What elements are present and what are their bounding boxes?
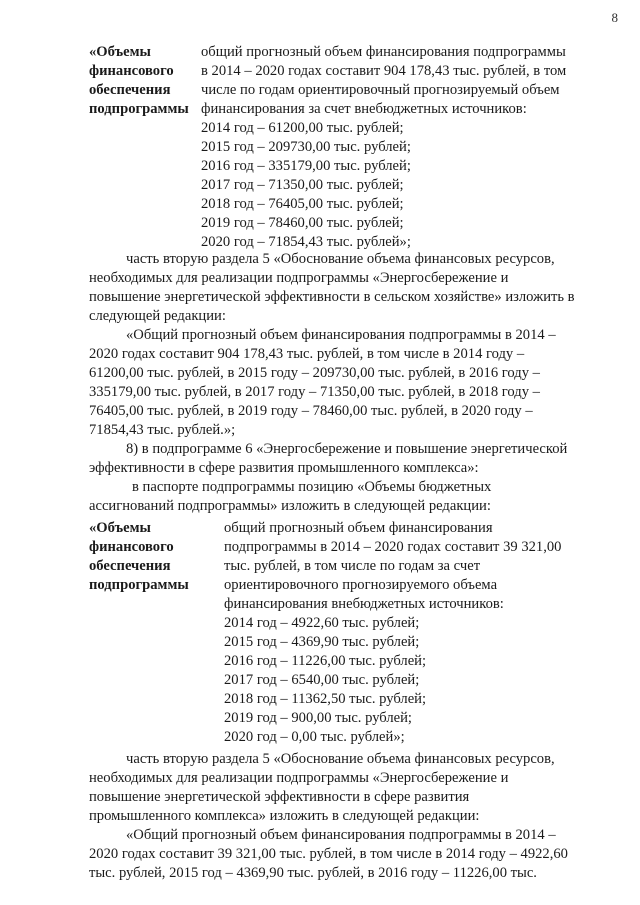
year-line: 2017 год – 6540,00 тыс. рублей; [224,672,420,688]
text-line: необходимых для реализации подпрограммы «Энергосбережение и [89,270,509,286]
label-line: «Объемы [89,520,151,536]
text-line: 335179,00 тыс. рублей, в 2017 году – 71350,00 тыс. рублей, в 2018 году – [89,384,540,400]
year-line: 2019 год – 900,00 тыс. рублей; [224,710,412,726]
year-line: 2019 год – 78460,00 тыс. рублей; [201,215,404,231]
text-line: 2020 годах составит 39 321,00 тыс. рублей, в том числе в 2014 году – 4922,60 [89,846,568,862]
text-line: 76405,00 тыс. рублей, в 2019 году – 78460,00 тыс. рублей, в 2020 году – [89,403,533,419]
text-line: часть вторую раздела 5 «Обоснование объема финансовых ресурсов, [126,251,555,267]
text-line: следующей редакции: [89,308,226,324]
year-line: 2015 год – 209730,00 тыс. рублей; [201,139,411,155]
year-line: 2018 год – 76405,00 тыс. рублей; [201,196,404,212]
text-line: необходимых для реализации подпрограммы «Энергосбережение и [89,770,509,786]
year-line: 2016 год – 11226,00 тыс. рублей; [224,653,427,669]
text-line: финансирования за счет внебюджетных источников: [201,101,527,117]
text-line: 61200,00 тыс. рублей, в 2015 году – 209730,00 тыс. рублей, в 2016 году – [89,365,540,381]
text-line: 71854,43 тыс. рублей.»; [89,422,236,438]
label-line: финансового [89,63,174,79]
year-line: 2014 год – 4922,60 тыс. рублей; [224,615,420,631]
text-line: «Общий прогнозный объем финансирования подпрограммы в 2014 – [126,327,556,343]
text-line: ассигнований подпрограммы» изложить в следующей редакции: [89,498,491,514]
text-line: общий прогнозный объем финансирования подпрограммы [201,44,566,60]
text-line: ориентировочного прогнозируемого объема [224,577,498,593]
text-line: общий прогнозный объем финансирования [224,520,493,536]
text-line: 2020 годах составит 904 178,43 тыс. рублей, в том числе в 2014 году – [89,346,525,362]
text-line: «Общий прогнозный объем финансирования подпрограммы в 2014 – [126,827,556,843]
text-line: числе по годам ориентировочный прогнозируемый объем [201,82,560,98]
year-line: 2015 год – 4369,90 тыс. рублей; [224,634,420,650]
label-line: подпрограммы [89,577,189,593]
text-line: финансирования внебюджетных источников: [224,596,504,612]
year-line: 2020 год – 0,00 тыс. рублей»; [224,729,405,745]
year-line: 2014 год – 61200,00 тыс. рублей; [201,120,404,136]
text-line: часть вторую раздела 5 «Обоснование объема финансовых ресурсов, [126,751,555,767]
text-line: 8) в подпрограмме 6 «Энергосбережение и повышение энергетической [126,441,568,457]
label-line: «Объемы [89,44,151,60]
label-line: обеспечения [89,82,171,98]
year-line: 2017 год – 71350,00 тыс. рублей; [201,177,404,193]
label-line: обеспечения [89,558,171,574]
year-line: 2018 год – 11362,50 тыс. рублей; [224,691,427,707]
text-line: тыс. рублей, в том числе по годам за счет [224,558,481,574]
label-line: финансового [89,539,174,555]
text-line: в паспорте подпрограммы позицию «Объемы бюджетных [132,479,492,495]
text-line: эффективности в сфере развития промышленного комплекса»: [89,460,479,476]
text-line: подпрограммы в 2014 – 2020 годах составит 39 321,00 [224,539,562,555]
text-line: промышленного комплекса» изложить в следующей редакции: [89,808,480,824]
text-line: повышение энергетической эффективности в сфере развития [89,789,470,805]
year-line: 2020 год – 71854,43 тыс. рублей»; [201,234,411,250]
year-line: 2016 год – 335179,00 тыс. рублей; [201,158,411,174]
text-line: тыс. рублей, 2015 год – 4369,90 тыс. рублей, в 2016 году – 11226,00 тыс. [89,865,537,881]
text-line: в 2014 – 2020 годах составит 904 178,43 тыс. рублей, в том [201,63,567,79]
page-number: 8 [611,10,618,25]
label-line: подпрограммы [89,101,189,117]
text-line: повышение энергетической эффективности в сельском хозяйстве» изложить в [89,289,575,305]
